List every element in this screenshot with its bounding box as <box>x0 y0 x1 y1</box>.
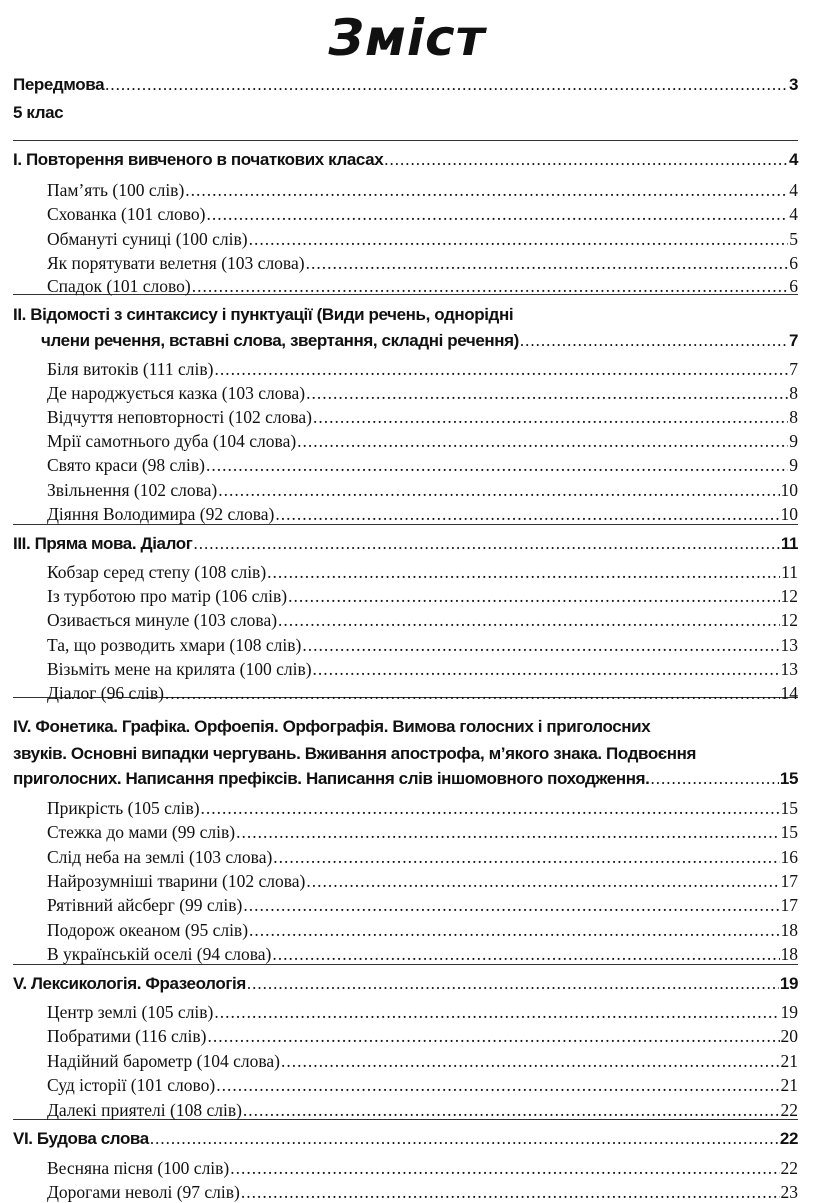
toc-entry-title: Рятівний айсберг (99 слів) <box>47 895 243 915</box>
toc-entry <box>47 431 798 452</box>
toc-entry <box>47 1158 798 1179</box>
toc-page-number: 10 <box>780 504 798 524</box>
toc-page-number: 15 <box>780 798 798 818</box>
page-title: Зміст <box>328 9 486 67</box>
toc-page-number: 18 <box>780 920 798 940</box>
toc-page-number: 6 <box>789 253 798 273</box>
toc-entry <box>47 276 798 297</box>
toc-entry-title: I. Повторення вивченого в початкових класах <box>13 150 384 169</box>
toc-entry-title: II. Відомості з синтаксису і пунктуації (Види речень, однорідні <box>13 305 514 324</box>
dot-leader <box>192 276 788 297</box>
toc-entry <box>47 204 798 225</box>
dot-leader <box>150 1129 779 1149</box>
toc-section-heading <box>13 744 798 764</box>
toc-entry-title: Передмова <box>13 75 105 94</box>
dot-leader <box>278 610 779 631</box>
dot-leader <box>214 1002 779 1023</box>
toc-entry-title: Прикрість (105 слів) <box>47 798 200 818</box>
toc-page-number: 19 <box>780 1002 798 1022</box>
toc-page-number: 22 <box>780 1100 798 1120</box>
toc-entry <box>47 659 798 680</box>
toc-entry <box>47 383 798 404</box>
toc-entry <box>47 504 798 525</box>
toc-section-heading <box>13 150 798 170</box>
dot-leader <box>306 383 788 404</box>
toc-entry-title: Весняна пісня (100 слів) <box>47 1158 230 1178</box>
toc-entry-title: Схованка (101 слово) <box>47 204 206 224</box>
dot-leader <box>247 974 779 994</box>
toc-entry-title: III. Пряма мова. Діалог <box>13 534 193 553</box>
dot-leader <box>272 944 779 965</box>
toc-page-number: 17 <box>780 871 798 891</box>
dot-leader <box>281 1051 779 1072</box>
toc-entry-title: Візьміть мене на крилята (100 слів) <box>47 659 312 679</box>
dot-leader <box>207 1026 779 1047</box>
toc-entry-title: Найрозумніші тварини (102 слова) <box>47 871 306 891</box>
toc-entry-title: Озивається минуле (103 слова) <box>47 610 278 630</box>
toc-entry-title: Мрії самотнього дуба (104 слова) <box>47 431 297 451</box>
toc-entry-title: Діалог (96 слів) <box>47 683 164 703</box>
toc-entry-title: Де народжується казка (103 слова) <box>47 383 306 403</box>
toc-section-heading <box>13 769 798 789</box>
toc-page-number: 20 <box>780 1026 798 1046</box>
toc-entry-title: Діяння Володимира (92 слова) <box>47 504 275 524</box>
toc-page-number: 4 <box>788 150 798 169</box>
dot-leader <box>520 331 788 351</box>
toc-page-number: 11 <box>781 562 798 582</box>
toc-entry-title: Та, що розводить хмари (108 слів) <box>47 635 302 655</box>
toc-entry <box>47 847 798 868</box>
toc-page-number: 13 <box>780 635 798 655</box>
toc-entry <box>47 407 798 428</box>
toc-page-number: 7 <box>788 331 798 350</box>
toc-entry-title: Центр землі (105 слів) <box>47 1002 214 1022</box>
dot-leader <box>275 504 779 525</box>
toc-entry-title: Стежка до мами (99 слів) <box>47 822 236 842</box>
toc-page-number: 8 <box>789 407 798 427</box>
toc-page-number: 10 <box>780 480 798 500</box>
toc-entry-title: Обмануті суниці (100 слів) <box>47 229 248 249</box>
toc-entry <box>47 920 798 941</box>
toc-page-number: 5 <box>789 229 798 249</box>
toc-entry <box>47 586 798 607</box>
dot-leader <box>313 407 788 428</box>
toc-entry <box>47 562 798 583</box>
toc-section-heading <box>13 534 798 554</box>
toc-entry-title: Надійний барометр (104 слова) <box>47 1051 281 1071</box>
toc-section-heading <box>13 974 798 994</box>
toc-page-number: 3 <box>788 75 798 94</box>
toc-page-number: 14 <box>780 683 798 703</box>
toc-entry-title: 5 клас <box>13 103 64 122</box>
toc-entry <box>47 455 798 476</box>
toc-page-number: 15 <box>779 769 798 788</box>
toc-entry-title: Далекі приятелі (108 слів) <box>47 1100 242 1120</box>
toc-entry <box>47 1075 798 1096</box>
toc-section-heading <box>13 103 798 123</box>
toc-entry <box>47 180 798 201</box>
dot-leader <box>193 534 779 554</box>
section-divider <box>13 140 798 141</box>
toc-entry <box>47 229 798 250</box>
toc-entry-title: Свято краси (98 слів) <box>47 455 205 475</box>
toc-entry-title: Кобзар серед степу (108 слів) <box>47 562 267 582</box>
dot-leader <box>306 253 789 274</box>
dot-leader <box>267 562 780 583</box>
toc-page-number: 9 <box>789 455 798 475</box>
toc-page-number: 21 <box>780 1075 798 1095</box>
dot-leader <box>313 659 780 680</box>
dot-leader <box>306 871 779 892</box>
dot-leader <box>243 1100 780 1121</box>
toc-entry <box>47 1051 798 1072</box>
toc-page-number: 11 <box>780 534 798 553</box>
toc-page-number: 22 <box>780 1158 798 1178</box>
toc-entry-title: IV. Фонетика. Графіка. Орфоепія. Орфографія. Вимова голосних і приголосних <box>13 717 651 736</box>
toc-entry-title: VI. Будова слова <box>13 1129 149 1148</box>
toc-entry <box>47 822 798 843</box>
dot-leader <box>214 359 788 380</box>
dot-leader <box>216 1075 779 1096</box>
toc-section-heading <box>13 305 798 325</box>
toc-page-number: 17 <box>780 895 798 915</box>
toc-entry-title: Із турботою про матір (106 слів) <box>47 586 288 606</box>
dot-leader <box>249 920 779 941</box>
toc-page-number: 22 <box>779 1129 798 1148</box>
toc-page-number: 4 <box>789 204 798 224</box>
toc-page-number: 12 <box>780 586 798 606</box>
dot-leader <box>384 150 788 170</box>
toc-page-number: 8 <box>789 383 798 403</box>
toc-entry-title: члени речення, вставні слова, звертання, складні речення) <box>41 331 519 350</box>
dot-leader <box>650 769 778 789</box>
toc-entry <box>47 683 798 704</box>
toc-section-heading <box>13 717 798 737</box>
dot-leader <box>218 480 779 501</box>
toc-section-heading <box>13 1129 798 1149</box>
toc-entry-title: Подорож океаном (95 слів) <box>47 920 249 940</box>
toc-entry-title: В українській оселі (94 слова) <box>47 944 272 964</box>
toc-page-number: 23 <box>780 1182 798 1202</box>
toc-page-number: 16 <box>780 847 798 867</box>
toc-entry <box>47 944 798 965</box>
toc-entry-title: Як порятувати велетня (103 слова) <box>47 253 305 273</box>
dot-leader <box>201 798 780 819</box>
toc-entry <box>47 253 798 274</box>
toc-entry-title: V. Лексикологія. Фразеологія <box>13 974 246 993</box>
toc-entry <box>47 635 798 656</box>
dot-leader <box>236 822 779 843</box>
toc-entry-title: звуків. Основні випадки чергувань. Вживання апострофа, м’якого знака. Подвоєння <box>13 744 697 763</box>
toc-entry <box>47 1026 798 1047</box>
toc-entry <box>47 895 798 916</box>
toc-entry-title: Біля витоків (111 слів) <box>47 359 214 379</box>
dot-leader <box>206 204 788 225</box>
toc-entry <box>47 1002 798 1023</box>
toc-entry-title: Суд історії (101 слово) <box>47 1075 216 1095</box>
toc-page-number: 7 <box>789 359 798 379</box>
dot-leader <box>243 895 779 916</box>
toc-entry-title: Спадок (101 слово) <box>47 276 191 296</box>
dot-leader <box>249 229 789 250</box>
dot-leader <box>165 683 780 704</box>
toc-entry-title: Дорогами неволі (97 слів) <box>47 1182 240 1202</box>
toc-entry <box>47 1100 798 1121</box>
toc-entry <box>47 871 798 892</box>
toc-page-number: 13 <box>780 659 798 679</box>
dot-leader <box>185 180 788 201</box>
toc-entry <box>47 480 798 501</box>
dot-leader <box>230 1158 779 1179</box>
toc-entry-title: Слід неба на землі (103 слова) <box>47 847 273 867</box>
toc-entry-title: Побратими (116 слів) <box>47 1026 207 1046</box>
dot-leader <box>105 75 788 95</box>
toc-page-number: 12 <box>780 610 798 630</box>
toc-section-heading <box>13 75 798 95</box>
toc-page-number: 18 <box>780 944 798 964</box>
toc-entry <box>47 798 798 819</box>
toc-page-number: 21 <box>780 1051 798 1071</box>
dot-leader <box>302 635 779 656</box>
toc-page-number: 15 <box>780 822 798 842</box>
toc-page-number: 4 <box>789 180 798 200</box>
toc-entry <box>47 359 798 380</box>
toc-page-number: 6 <box>789 276 798 296</box>
toc-entry-title: приголосних. Написання префіксів. Написання слів іншомовного походження. <box>13 769 650 788</box>
dot-leader <box>206 455 788 476</box>
toc-page-number: 9 <box>789 431 798 451</box>
toc-section-heading <box>41 331 798 351</box>
dot-leader <box>297 431 788 452</box>
toc-entry-title: Пам’ять (100 слів) <box>47 180 185 200</box>
dot-leader <box>288 586 779 607</box>
dot-leader <box>273 847 779 868</box>
toc-entry <box>47 610 798 631</box>
toc-entry-title: Звільнення (102 слова) <box>47 480 218 500</box>
toc-page-number: 19 <box>779 974 798 993</box>
toc-entry-title: Відчуття неповторності (102 слова) <box>47 407 313 427</box>
